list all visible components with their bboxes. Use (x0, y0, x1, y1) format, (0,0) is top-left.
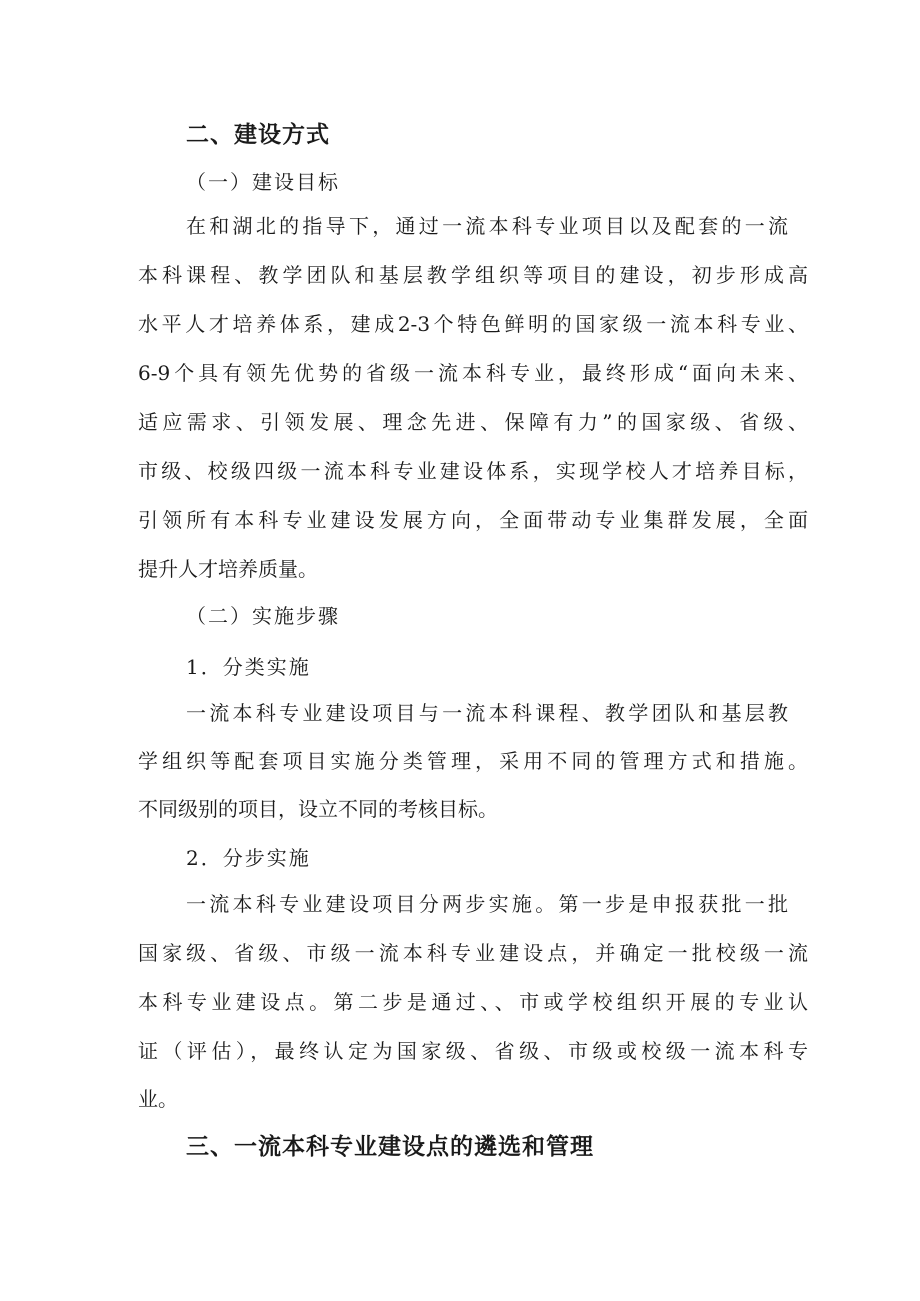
item-heading-stepwise: 2．分步实施 (186, 846, 311, 870)
paragraph-line: 6-9个具有领先优势的省级一流本科专业，最终形成“面向未来、 (138, 361, 808, 385)
section-heading-construction-mode: 二、建设方式 (186, 122, 330, 148)
paragraph-line: 在和湖北的指导下，通过一流本科专业项目以及配套的一流 (186, 214, 788, 238)
paragraph-line: 国家级、省级、市级一流本科专业建设点，并确定一批校级一流 (138, 941, 808, 965)
paragraph-line: 不同级别的项目，设立不同的考核目标。 (138, 797, 498, 821)
paragraph-line: 一流本科专业建设项目分两步实施。第一步是申报获批一批 (186, 892, 788, 916)
item-heading-categorized: 1．分类实施 (186, 655, 311, 679)
paragraph-line: 市级、校级四级一流本科专业建设体系，实现学校人才培养目标， (138, 459, 808, 483)
paragraph-line: 本科专业建设点。第二步是通过、、市或学校组织开展的专业认 (138, 990, 808, 1014)
paragraph-line: 业。 (138, 1087, 178, 1111)
paragraph-line: 本科课程、教学团队和基层教学组织等项目的建设，初步形成高 (138, 263, 808, 287)
paragraph-line: 水平人才培养体系，建成2-3个特色鲜明的国家级一流本科专业、 (138, 312, 808, 336)
paragraph-line: 证（评估），最终认定为国家级、省级、市级或校级一流本科专 (138, 1039, 808, 1063)
subsection-heading-steps: （二）实施步骤 (186, 604, 340, 628)
paragraph-line: 一流本科专业建设项目与一流本科课程、教学团队和基层教 (186, 701, 788, 725)
paragraph-line: 适应需求、引领发展、理念先进、保障有力”的国家级、省级、 (138, 410, 808, 434)
paragraph-line: 提升人才培养质量。 (138, 557, 318, 581)
subsection-heading-goals: （一）建设目标 (186, 170, 340, 194)
section-heading-selection-management: 三、一流本科专业建设点的遴选和管理 (186, 1134, 594, 1160)
paragraph-line: 学组织等配套项目实施分类管理，采用不同的管理方式和措施。 (138, 749, 808, 773)
paragraph-line: 引领所有本科专业建设发展方向，全面带动专业集群发展，全面 (138, 508, 808, 532)
